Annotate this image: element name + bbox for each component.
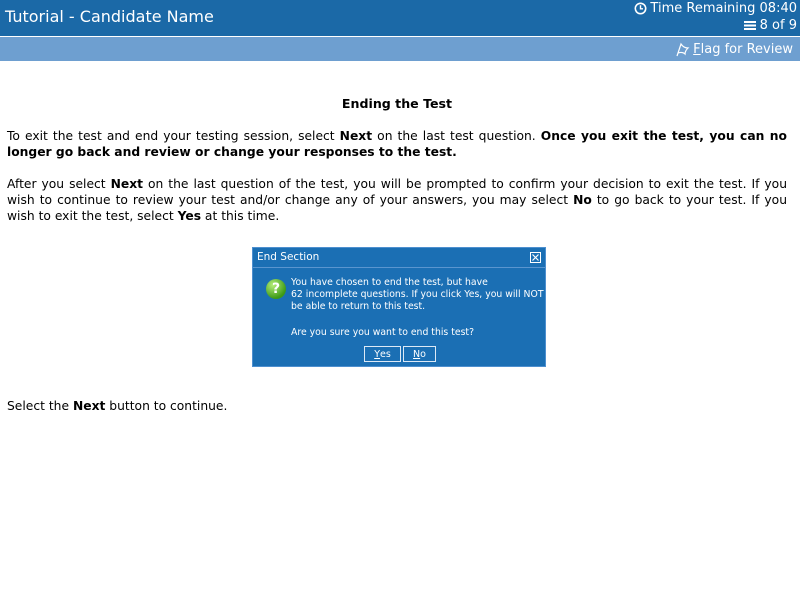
app-title: Tutorial - Candidate Name [5, 7, 214, 26]
toolbar [0, 37, 800, 61]
title-bar [0, 0, 800, 36]
flag-for-review-label: Flag for Review [693, 41, 793, 57]
paragraph-confirm-instructions: After you select Next on the last question of the test, you will be prompted to confirm your decision to exit the test. If you wish to continue to review your test and/or change any of your answers, you may select No to go back to your test. If you wish to exit the test, select Yes at this time. [7, 177, 787, 223]
dialog-confirm-question: Are you sure you want to end this test? [291, 327, 475, 338]
question-counter-text: 8 of 9 [759, 18, 797, 33]
dialog-yes-button: Y es [364, 346, 401, 362]
question-mark-icon: ? [266, 279, 286, 299]
paragraph-exit-instructions: To exit the test and end your testing session, select Next on the last test question. Once you exit the test, you can no longer go back and review or change your responses to the test. [7, 129, 787, 159]
main-content [7, 96, 787, 240]
time-remaining-text: Time Remaining 08:40 [650, 1, 797, 16]
continue-instructions-block [7, 398, 787, 430]
dialog-title: End Section [257, 251, 320, 263]
dialog-message: You have chosen to end the test, but have 62 incomplete questions. If you click Yes, you will NOT be able to return to this test. [291, 277, 544, 312]
time-remaining [634, 1, 797, 16]
paragraph-continue: Select the Next button to continue. [7, 399, 228, 413]
flag-icon [675, 42, 690, 57]
question-counter-icon [743, 20, 757, 31]
question-counter [743, 18, 797, 33]
clock-icon [634, 2, 647, 15]
dialog-divider [253, 267, 545, 268]
end-section-dialog-image [252, 247, 546, 367]
dialog-no-button: N o [403, 346, 436, 362]
flag-for-review-button[interactable] [675, 39, 793, 59]
close-icon [530, 252, 541, 263]
page-heading: Ending the Test [341, 96, 453, 111]
